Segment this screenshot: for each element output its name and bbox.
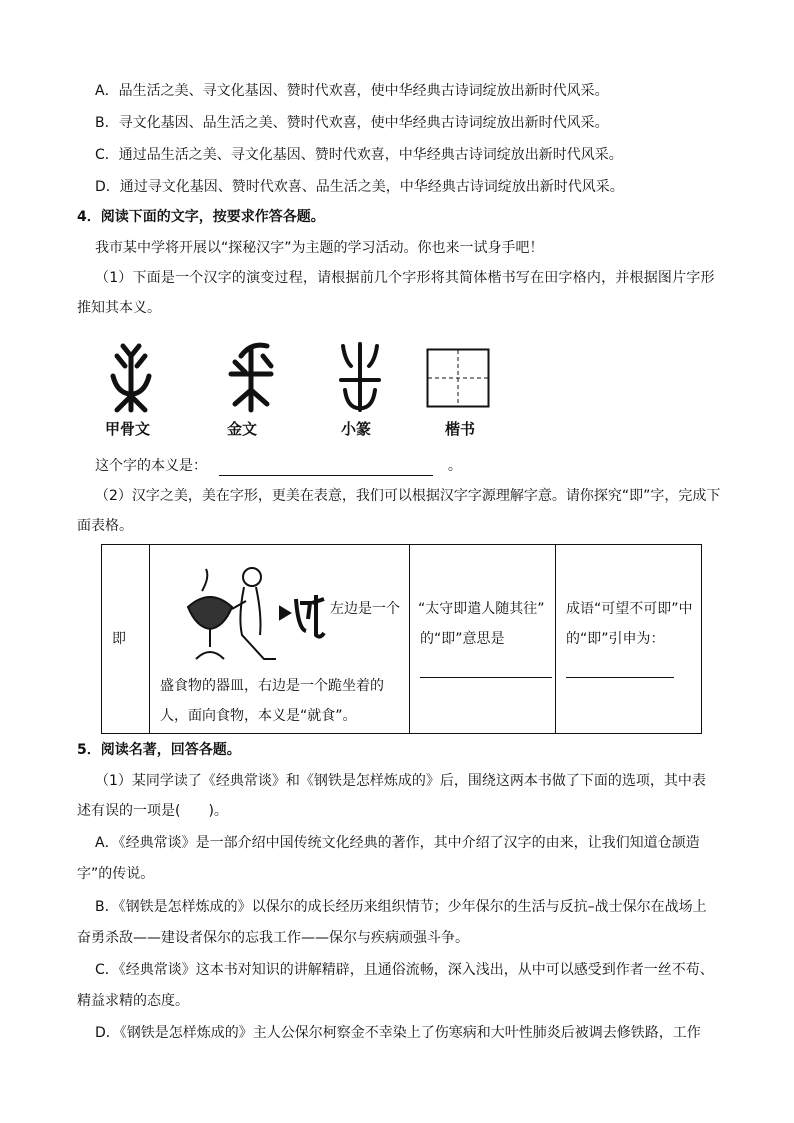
- q5-option-c-line1: C．《经典常谈》这本书对知识的讲解精辟，且通俗流畅，深入浅出，从中可以感受到作者一丝不苟、: [95, 962, 714, 978]
- q5-option-d-line1: D．《钢铁是怎样炼成的》主人公保尔柯察金不幸染上了伤寒病和大叶性肺炎后被调去修铁路，工作: [95, 1025, 701, 1041]
- tian-zi-ge-grid: [426, 348, 490, 408]
- table-cell-char: [102, 545, 150, 734]
- q5-part1-line2: 述有误的一项是( )。: [77, 803, 228, 819]
- idiom-line1: 成语“可望不可即”中: [566, 601, 693, 617]
- meaning-end: 。: [447, 458, 462, 474]
- label-xiaozhuan: 小篆: [341, 420, 372, 438]
- label-jiaguwen: 甲骨文: [105, 420, 151, 438]
- q5-heading: 5．阅读名著，回答各题。: [77, 742, 241, 758]
- meaning-answer-blank[interactable]: [219, 459, 433, 476]
- q3-option-c: C．通过品生活之美、寻文化基因、赞时代欢喜，中华经典古诗词绽放出新时代风采。: [95, 147, 623, 163]
- q3-option-b: B．寻文化基因、品生活之美、赞时代欢喜，使中华经典古诗词绽放出新时代风采。: [95, 115, 609, 131]
- label-kaishu: 楷书: [445, 420, 476, 438]
- q4-heading: 4．阅读下面的文字，按要求作答各题。: [77, 209, 325, 225]
- desc-line3: 人，面向食物，本义是“就食”。: [160, 708, 357, 724]
- q5-option-c-line2: 精益求精的态度。: [77, 993, 189, 1009]
- q5-option-a-line1: A．《经典常谈》是一部介绍中国传统文化经典的著作，其中介绍了汉字的由来，让我们知道仓颉造: [95, 835, 700, 851]
- q4-meaning-line: [95, 456, 462, 476]
- table-char: 即: [112, 631, 126, 647]
- q4-part2-line1: （2）汉字之美，美在字形，更美在表意，我们可以根据汉字字源理解字意。请你探究“即”字，完成下: [95, 488, 721, 504]
- bronze-script-glyph: [223, 338, 279, 414]
- q3-option-a: A．品生活之美、寻文化基因、赞时代欢喜，使中华经典古诗词绽放出新时代风采。: [95, 83, 609, 99]
- q5-option-b-line2: 奋勇杀敌——建设者保尔的忘我工作——保尔与疾病顽强斗争。: [77, 930, 469, 946]
- desc-line2: 盛食物的器皿，右边是一个跪坐着的: [160, 678, 384, 694]
- meaning-prompt: 这个字的本义是：: [95, 458, 207, 474]
- q4-part1-line2: 推知其本义。: [77, 300, 161, 316]
- taishou-answer-blank[interactable]: [420, 661, 552, 678]
- idiom-answer-blank[interactable]: [566, 661, 674, 678]
- q4-part1-line1: （1）下面是一个汉字的演变过程，请根据前几个字形将其简体楷书写在田字格内，并根据图片字形: [95, 270, 715, 286]
- idiom-line2: 的“即”引申为：: [566, 631, 665, 647]
- q5-option-a-line2: 字”的传说。: [77, 866, 155, 882]
- label-jinwen: 金文: [227, 420, 258, 438]
- q5-part1-line1: （1）某同学读了《经典常谈》和《钢铁是怎样炼成的》后，围绕这两本书做了下面的选项，其中表: [95, 773, 706, 789]
- ji-character-table: [101, 544, 702, 734]
- ji-pictograph-image: [180, 555, 326, 665]
- oracle-bone-glyph: [103, 340, 159, 414]
- taishou-line1: “太守即遣人随其往”: [418, 601, 545, 617]
- q4-intro: 我市某中学将开展以“探秘汉字”为主题的学习活动。你也来一试身手吧！: [95, 240, 544, 256]
- table-cell-description: [150, 545, 410, 734]
- desc-line1: 左边是一个: [330, 601, 400, 617]
- small-seal-glyph: [335, 340, 385, 414]
- q4-part2-line2: 面表格。: [77, 518, 133, 534]
- table-cell-idiom: [556, 545, 702, 734]
- q5-option-b-line1: B．《钢铁是怎样炼成的》以保尔的成长经历来组织情节；少年保尔的生活与反抗–战士保尔在战场上: [95, 899, 707, 915]
- taishou-line2: 的“即”意思是: [420, 631, 505, 647]
- q3-option-d: D．通过寻文化基因、赞时代欢喜、品生活之美，中华经典古诗词绽放出新时代风采。: [95, 179, 624, 195]
- table-cell-taishou: [410, 545, 556, 734]
- character-evolution-figure: [95, 326, 515, 448]
